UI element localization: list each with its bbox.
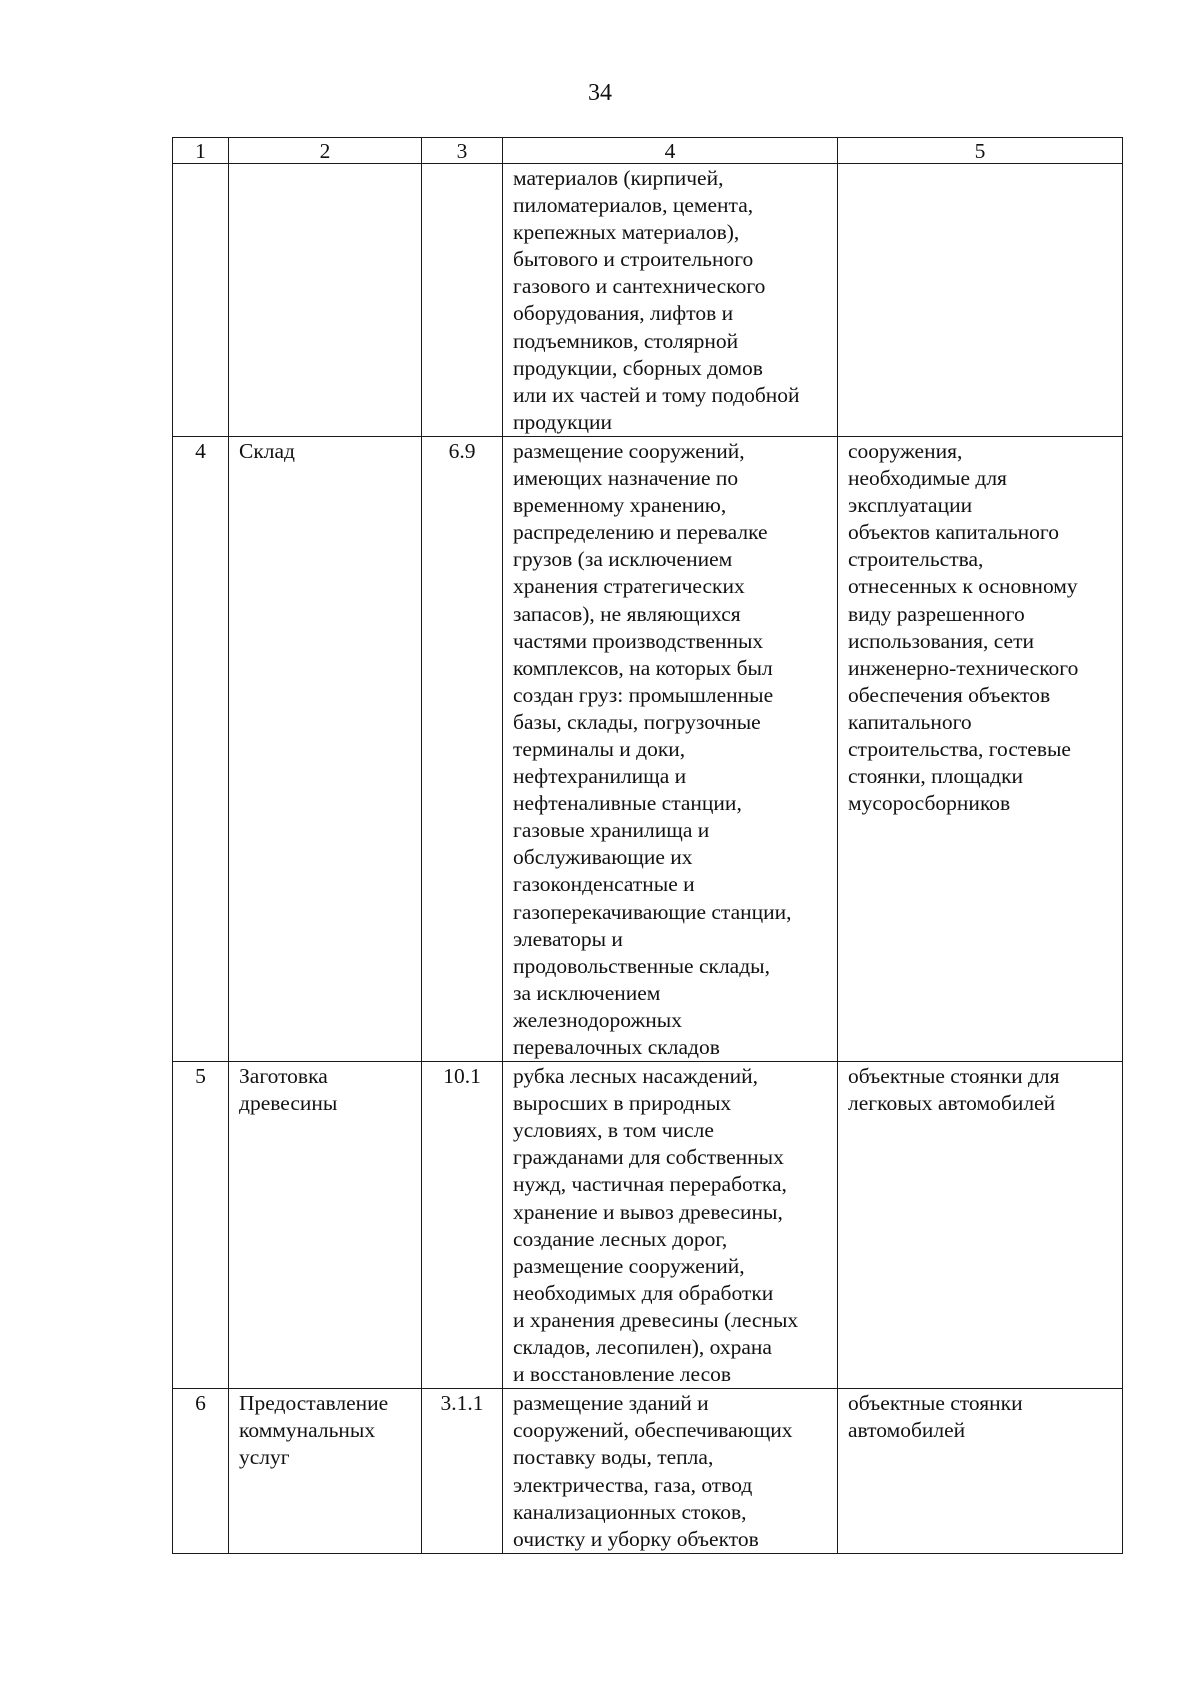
auxiliary-uses [838,164,1123,437]
column-header-5: 5 [838,138,1123,164]
use-type-code: 10.1 [422,1062,503,1389]
auxiliary-uses: объектные стоянки для легковых автомобилей [838,1062,1123,1389]
column-header-4: 4 [503,138,838,164]
use-type-name: Склад [229,436,422,1061]
table-row [173,1389,1123,1554]
row-number: 5 [173,1062,229,1389]
table-header-row [173,138,1123,164]
auxiliary-uses: объектные стоянки автомобилей [838,1389,1123,1554]
use-type-name: Предоставление коммунальных услуг [229,1389,422,1554]
column-header-2: 2 [229,138,422,164]
column-header-1: 1 [173,138,229,164]
use-type-code: 3.1.1 [422,1389,503,1554]
use-type-description: размещение зданий и сооружений, обеспечивающих поставку воды, тепла, электричества, газа, отвод канализационных стоков, очистку и уборку объектов [503,1389,838,1554]
auxiliary-uses: сооружения, необходимые для эксплуатации объектов капитального строительства, отнесенных к основному виду разрешенного использования, сети инженерно-технического обеспечения объектов капитального строительства, гостевые стоянки, площадки мусоросборников [838,436,1123,1061]
table-row [173,1062,1123,1389]
page-number: 34 [588,80,612,106]
use-type-description: рубка лесных насаждений, выросших в природных условиях, в том числе гражданами для собственных нужд, частичная переработка, хранение и вывоз древесины, создание лесных дорог, размещение сооружений, необходимых для обработки и хранения древесины (лесных складов, лесопилен), охрана и восстановление лесов [503,1062,838,1389]
use-type-name [229,164,422,437]
row-number: 4 [173,436,229,1061]
table-row [173,436,1123,1061]
permitted-use-table [172,137,1123,1554]
use-type-code: 6.9 [422,436,503,1061]
use-type-description: размещение сооружений, имеющих назначение по временному хранению, распределению и перевалке грузов (за исключением хранения стратегических запасов), не являющихся частями производственных комплексов, на которых был создан груз: промышленные базы, склады, погрузочные терминалы и доки, нефтехранилища и нефтеналивные станции, газовые хранилища и обслуживающие их газоконденсатные и газоперекачивающие станции, элеваторы и продовольственные склады, за исключением железнодорожных перевалочных складов [503,436,838,1061]
row-number [173,164,229,437]
table-row [173,164,1123,437]
use-type-code [422,164,503,437]
use-type-description: материалов (кирпичей, пиломатериалов, цемента, крепежных материалов), бытового и строительного газового и сантехнического оборудования, лифтов и подъемников, столярной продукции, сборных домов или их частей и тому подобной продукции [503,164,838,437]
row-number: 6 [173,1389,229,1554]
column-header-3: 3 [422,138,503,164]
use-type-name: Заготовка древесины [229,1062,422,1389]
